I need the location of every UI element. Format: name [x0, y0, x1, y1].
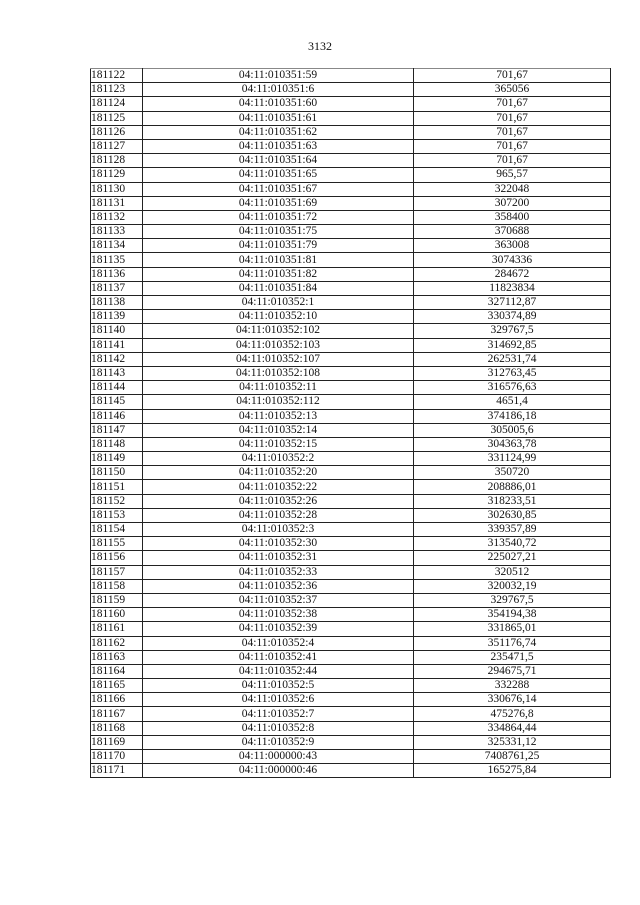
cadastral-number-cell: 04:11:010352:4 [143, 636, 414, 650]
row-id-cell: 181145 [91, 395, 143, 409]
row-id-cell: 181137 [91, 281, 143, 295]
cadastral-number-cell: 04:11:010352:30 [143, 537, 414, 551]
cadastral-number-cell: 04:11:010352:107 [143, 352, 414, 366]
value-cell: 350720 [414, 466, 611, 480]
table-row [91, 494, 611, 508]
row-id-cell: 181138 [91, 296, 143, 310]
registry-table-body [91, 69, 611, 778]
value-cell: 365056 [414, 83, 611, 97]
cadastral-number-cell: 04:11:010351:75 [143, 225, 414, 239]
value-cell: 965,57 [414, 168, 611, 182]
cadastral-number-cell: 04:11:010352:14 [143, 423, 414, 437]
cadastral-number-cell: 04:11:010352:28 [143, 508, 414, 522]
registry-table [90, 68, 611, 778]
row-id-cell: 181127 [91, 139, 143, 153]
cadastral-number-cell: 04:11:000000:46 [143, 764, 414, 778]
table-row [91, 423, 611, 437]
cadastral-number-cell: 04:11:010352:36 [143, 579, 414, 593]
value-cell: 330676,14 [414, 693, 611, 707]
value-cell: 701,67 [414, 125, 611, 139]
value-cell: 358400 [414, 210, 611, 224]
value-cell: 262531,74 [414, 352, 611, 366]
table-row [91, 537, 611, 551]
row-id-cell: 181128 [91, 154, 143, 168]
row-id-cell: 181159 [91, 593, 143, 607]
value-cell: 313540,72 [414, 537, 611, 551]
row-id-cell: 181158 [91, 579, 143, 593]
cadastral-number-cell: 04:11:010352:9 [143, 735, 414, 749]
row-id-cell: 181140 [91, 324, 143, 338]
cadastral-number-cell: 04:11:010352:31 [143, 551, 414, 565]
table-row [91, 508, 611, 522]
value-cell: 312763,45 [414, 366, 611, 380]
value-cell: 701,67 [414, 97, 611, 111]
table-row [91, 239, 611, 253]
table-row [91, 650, 611, 664]
cadastral-number-cell: 04:11:010351:65 [143, 168, 414, 182]
row-id-cell: 181149 [91, 452, 143, 466]
table-row [91, 664, 611, 678]
table-row [91, 551, 611, 565]
row-id-cell: 181155 [91, 537, 143, 551]
row-id-cell: 181146 [91, 409, 143, 423]
value-cell: 334864,44 [414, 721, 611, 735]
value-cell: 235471,5 [414, 650, 611, 664]
table-row [91, 281, 611, 295]
table-row [91, 97, 611, 111]
cadastral-number-cell: 04:11:000000:43 [143, 750, 414, 764]
row-id-cell: 181161 [91, 622, 143, 636]
row-id-cell: 181167 [91, 707, 143, 721]
table-row [91, 168, 611, 182]
row-id-cell: 181157 [91, 565, 143, 579]
value-cell: 294675,71 [414, 664, 611, 678]
value-cell: 7408761,25 [414, 750, 611, 764]
table-row [91, 750, 611, 764]
value-cell: 332288 [414, 679, 611, 693]
value-cell: 374186,18 [414, 409, 611, 423]
value-cell: 331865,01 [414, 622, 611, 636]
row-id-cell: 181139 [91, 310, 143, 324]
row-id-cell: 181170 [91, 750, 143, 764]
row-id-cell: 181152 [91, 494, 143, 508]
cadastral-number-cell: 04:11:010352:1 [143, 296, 414, 310]
cadastral-number-cell: 04:11:010352:11 [143, 381, 414, 395]
table-row [91, 196, 611, 210]
cadastral-number-cell: 04:11:010351:59 [143, 69, 414, 83]
cadastral-number-cell: 04:11:010351:69 [143, 196, 414, 210]
value-cell: 701,67 [414, 154, 611, 168]
row-id-cell: 181125 [91, 111, 143, 125]
value-cell: 320512 [414, 565, 611, 579]
value-cell: 329767,5 [414, 593, 611, 607]
row-id-cell: 181129 [91, 168, 143, 182]
table-row [91, 83, 611, 97]
value-cell: 284672 [414, 267, 611, 281]
cadastral-number-cell: 04:11:010352:3 [143, 523, 414, 537]
row-id-cell: 181135 [91, 253, 143, 267]
row-id-cell: 181163 [91, 650, 143, 664]
table-row [91, 182, 611, 196]
row-id-cell: 181144 [91, 381, 143, 395]
table-row [91, 622, 611, 636]
table-row [91, 296, 611, 310]
value-cell: 331124,99 [414, 452, 611, 466]
row-id-cell: 181123 [91, 83, 143, 97]
row-id-cell: 181165 [91, 679, 143, 693]
value-cell: 208886,01 [414, 480, 611, 494]
cadastral-number-cell: 04:11:010352:15 [143, 437, 414, 451]
row-id-cell: 181151 [91, 480, 143, 494]
value-cell: 316576,63 [414, 381, 611, 395]
cadastral-number-cell: 04:11:010352:103 [143, 338, 414, 352]
value-cell: 370688 [414, 225, 611, 239]
cadastral-number-cell: 04:11:010352:10 [143, 310, 414, 324]
row-id-cell: 181141 [91, 338, 143, 352]
table-row [91, 721, 611, 735]
cadastral-number-cell: 04:11:010352:38 [143, 608, 414, 622]
table-row [91, 523, 611, 537]
cadastral-number-cell: 04:11:010352:20 [143, 466, 414, 480]
row-id-cell: 181131 [91, 196, 143, 210]
cadastral-number-cell: 04:11:010352:102 [143, 324, 414, 338]
cadastral-number-cell: 04:11:010351:84 [143, 281, 414, 295]
table-row [91, 636, 611, 650]
table-row [91, 381, 611, 395]
cadastral-number-cell: 04:11:010352:6 [143, 693, 414, 707]
table-row [91, 253, 611, 267]
table-row [91, 409, 611, 423]
value-cell: 314692,85 [414, 338, 611, 352]
cadastral-number-cell: 04:11:010352:7 [143, 707, 414, 721]
cadastral-number-cell: 04:11:010352:5 [143, 679, 414, 693]
table-row [91, 565, 611, 579]
row-id-cell: 181122 [91, 69, 143, 83]
row-id-cell: 181150 [91, 466, 143, 480]
cadastral-number-cell: 04:11:010352:41 [143, 650, 414, 664]
value-cell: 701,67 [414, 139, 611, 153]
table-row [91, 593, 611, 607]
table-row [91, 267, 611, 281]
table-row [91, 693, 611, 707]
value-cell: 701,67 [414, 111, 611, 125]
row-id-cell: 181154 [91, 523, 143, 537]
table-row [91, 679, 611, 693]
row-id-cell: 181169 [91, 735, 143, 749]
value-cell: 305005,6 [414, 423, 611, 437]
table-row [91, 466, 611, 480]
value-cell: 307200 [414, 196, 611, 210]
table-row [91, 125, 611, 139]
value-cell: 3074336 [414, 253, 611, 267]
cadastral-number-cell: 04:11:010352:37 [143, 593, 414, 607]
cadastral-number-cell: 04:11:010351:62 [143, 125, 414, 139]
cadastral-number-cell: 04:11:010352:108 [143, 366, 414, 380]
cadastral-number-cell: 04:11:010351:64 [143, 154, 414, 168]
value-cell: 354194,38 [414, 608, 611, 622]
table-row [91, 395, 611, 409]
value-cell: 322048 [414, 182, 611, 196]
table-row [91, 608, 611, 622]
table-row [91, 579, 611, 593]
cadastral-number-cell: 04:11:010351:6 [143, 83, 414, 97]
table-row [91, 366, 611, 380]
value-cell: 165275,84 [414, 764, 611, 778]
row-id-cell: 181124 [91, 97, 143, 111]
cadastral-number-cell: 04:11:010351:81 [143, 253, 414, 267]
table-row [91, 437, 611, 451]
row-id-cell: 181148 [91, 437, 143, 451]
value-cell: 351176,74 [414, 636, 611, 650]
row-id-cell: 181143 [91, 366, 143, 380]
row-id-cell: 181132 [91, 210, 143, 224]
page-number: 3132 [308, 39, 332, 53]
cadastral-number-cell: 04:11:010352:13 [143, 409, 414, 423]
cadastral-number-cell: 04:11:010352:44 [143, 664, 414, 678]
value-cell: 302630,85 [414, 508, 611, 522]
row-id-cell: 181164 [91, 664, 143, 678]
table-row [91, 69, 611, 83]
value-cell: 320032,19 [414, 579, 611, 593]
row-id-cell: 181142 [91, 352, 143, 366]
table-row [91, 154, 611, 168]
cadastral-number-cell: 04:11:010352:39 [143, 622, 414, 636]
cadastral-number-cell: 04:11:010352:2 [143, 452, 414, 466]
cadastral-number-cell: 04:11:010351:63 [143, 139, 414, 153]
table-row [91, 764, 611, 778]
cadastral-number-cell: 04:11:010351:82 [143, 267, 414, 281]
value-cell: 701,67 [414, 69, 611, 83]
value-cell: 318233,51 [414, 494, 611, 508]
cadastral-number-cell: 04:11:010352:33 [143, 565, 414, 579]
table-row [91, 352, 611, 366]
row-id-cell: 181130 [91, 182, 143, 196]
table-row [91, 707, 611, 721]
table-row [91, 452, 611, 466]
row-id-cell: 181134 [91, 239, 143, 253]
table-row [91, 210, 611, 224]
value-cell: 304363,78 [414, 437, 611, 451]
value-cell: 339357,89 [414, 523, 611, 537]
value-cell: 329767,5 [414, 324, 611, 338]
table-row [91, 310, 611, 324]
row-id-cell: 181171 [91, 764, 143, 778]
cadastral-number-cell: 04:11:010352:8 [143, 721, 414, 735]
cadastral-number-cell: 04:11:010351:60 [143, 97, 414, 111]
value-cell: 225027,21 [414, 551, 611, 565]
row-id-cell: 181166 [91, 693, 143, 707]
row-id-cell: 181156 [91, 551, 143, 565]
cadastral-number-cell: 04:11:010352:112 [143, 395, 414, 409]
cadastral-number-cell: 04:11:010351:79 [143, 239, 414, 253]
table-row [91, 225, 611, 239]
cadastral-number-cell: 04:11:010352:26 [143, 494, 414, 508]
cadastral-number-cell: 04:11:010351:61 [143, 111, 414, 125]
row-id-cell: 181136 [91, 267, 143, 281]
cadastral-number-cell: 04:11:010351:72 [143, 210, 414, 224]
cadastral-number-cell: 04:11:010352:22 [143, 480, 414, 494]
table-row [91, 735, 611, 749]
table-row [91, 338, 611, 352]
row-id-cell: 181168 [91, 721, 143, 735]
row-id-cell: 181126 [91, 125, 143, 139]
row-id-cell: 181147 [91, 423, 143, 437]
row-id-cell: 181160 [91, 608, 143, 622]
value-cell: 327112,87 [414, 296, 611, 310]
value-cell: 4651,4 [414, 395, 611, 409]
table-row [91, 324, 611, 338]
row-id-cell: 181133 [91, 225, 143, 239]
value-cell: 363008 [414, 239, 611, 253]
cadastral-number-cell: 04:11:010351:67 [143, 182, 414, 196]
value-cell: 475276,8 [414, 707, 611, 721]
table-row [91, 139, 611, 153]
value-cell: 330374,89 [414, 310, 611, 324]
table-row [91, 111, 611, 125]
value-cell: 11823834 [414, 281, 611, 295]
row-id-cell: 181153 [91, 508, 143, 522]
value-cell: 325331,12 [414, 735, 611, 749]
row-id-cell: 181162 [91, 636, 143, 650]
table-row [91, 480, 611, 494]
